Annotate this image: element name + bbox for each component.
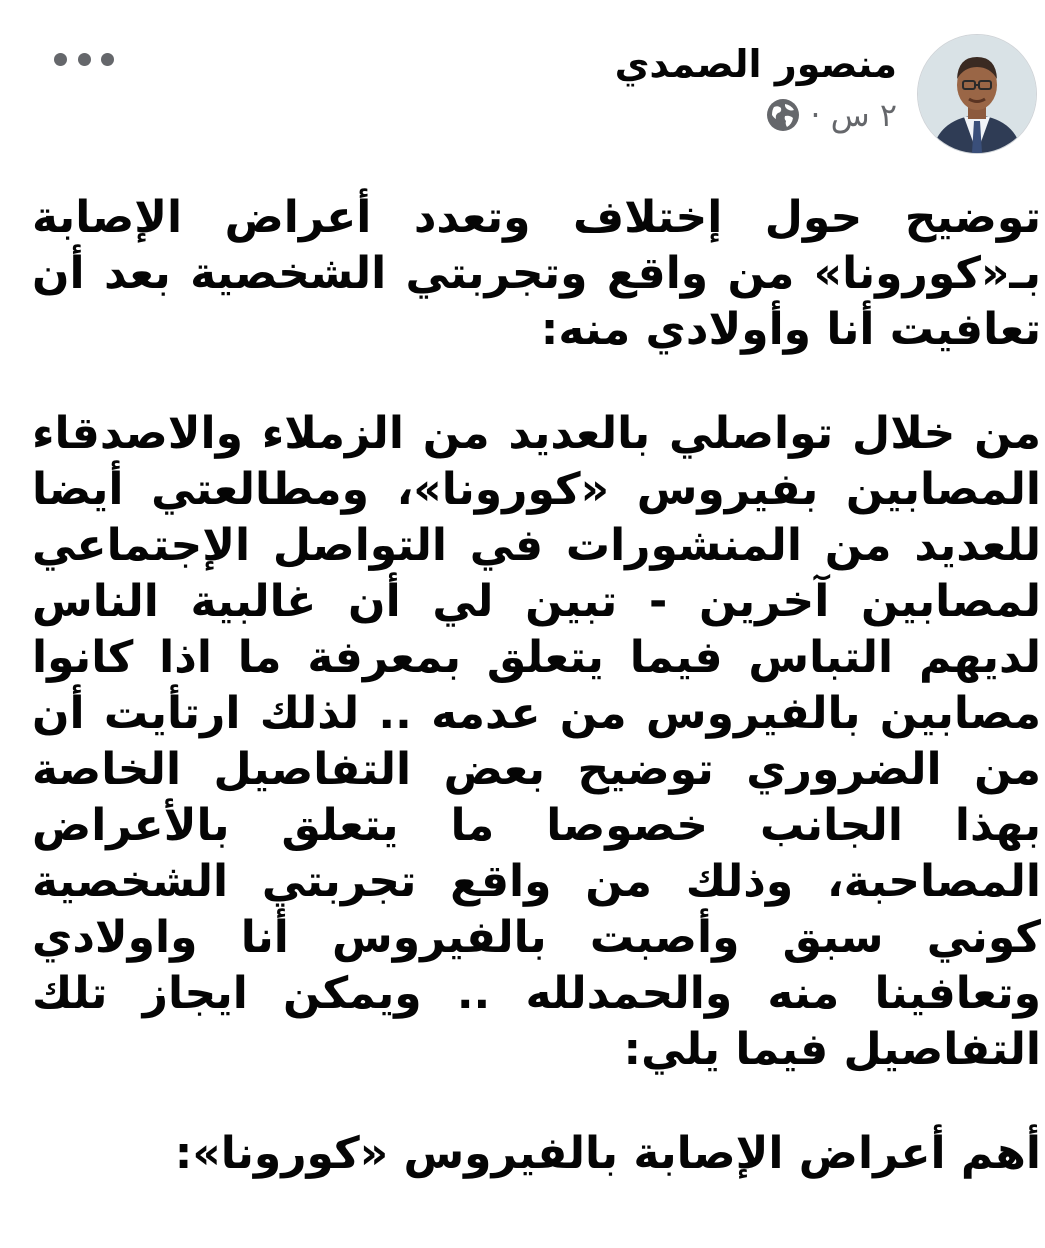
more-options-button[interactable] [54, 42, 114, 76]
post-paragraph-body: من خلال تواصلي بالعديد من الزملاء والاصدقاء المصابين بفيروس «كورونا»، ومطالعتي أيضا للعديد من المنشورات في التواصل الإجتماعي لمصابين آخرين - تبين لي أن غالبية الناس لديهم التباس فيما يتعلق بمعرفة ما اذا كانوا مصابين بالفيروس من عدمه .. لذلك ارتأيت أن من الضروري توضيح بعض التفاصيل الخاصة بهذا الجانب خصوصا ما يتعلق بالأعراض المصاحبة، وذلك من واقع تجربتي الشخصية كوني سبق وأصبت بالفيروس أنا واولادي وتعافينا منه والحمدلله .. ويمكن ايجاز تلك التفاصيل فيما يلي: [32, 408, 1041, 1075]
author-block [615, 38, 897, 134]
post-time[interactable]: ٢ س [830, 96, 897, 134]
more-dots-icon [101, 53, 114, 66]
author-avatar[interactable] [917, 34, 1037, 154]
post-meta [615, 96, 897, 134]
post-header [40, 34, 1037, 164]
globe-icon[interactable] [766, 98, 800, 132]
post-paragraph-title: توضيح حول إختلاف وتعدد أعراض الإصابة بـ«كورونا» من واقع وتجربتي الشخصية بعد أن تعافيت أنا وأولادي منه: [32, 192, 1041, 355]
author-name[interactable]: منصور الصمدي [614, 42, 897, 86]
meta-separator: · [810, 96, 821, 134]
post-paragraph-symptoms-heading: أهم أعراض الإصابة بالفيروس «كورونا»: [174, 1128, 1041, 1179]
post-body [32, 190, 1041, 1182]
